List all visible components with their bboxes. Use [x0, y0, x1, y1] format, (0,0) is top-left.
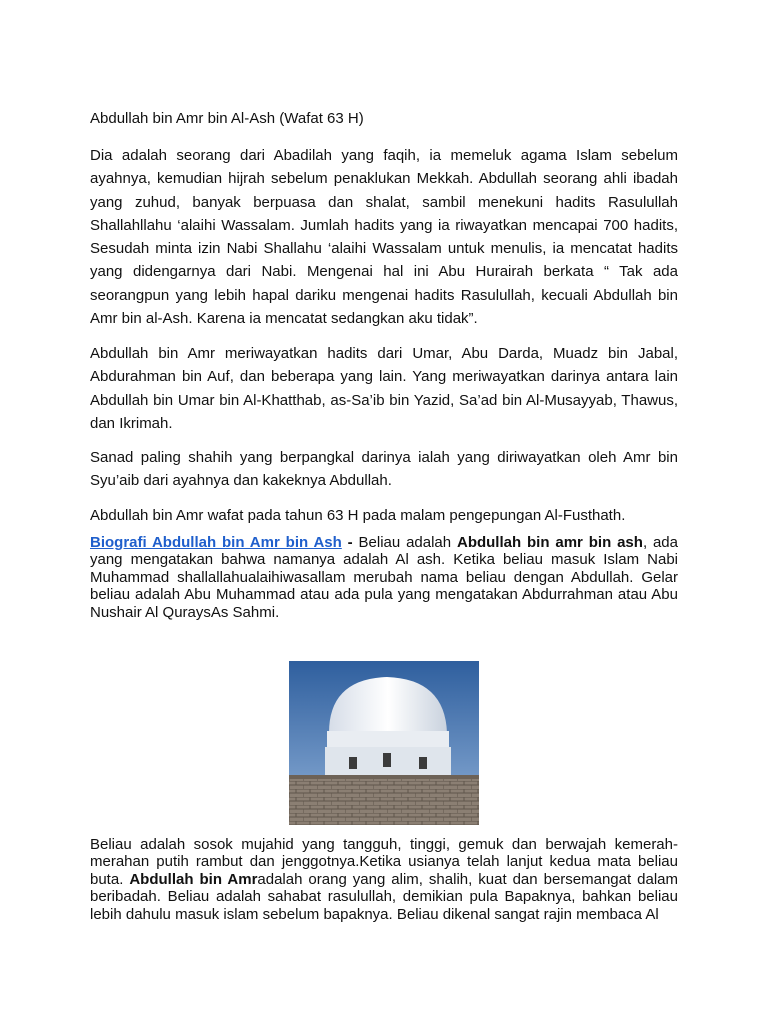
biography-dash: - [341, 534, 359, 551]
paragraph-sanad: Sanad paling shahih yang berpangkal darinya ialah yang diriwayatkan oleh Amr bin Syu’aib dari ayahnya dan kakeknya Abdullah. [90, 449, 678, 490]
biography-bold-name: Abdullah bin amr bin ash [456, 534, 643, 551]
document-title: Abdullah bin Amr bin Al-Ash (Wafat 63 H) [90, 110, 364, 127]
biography-text-1: Beliau adalah [358, 534, 457, 551]
paragraph-intro: Dia adalah seorang dari Abadilah yang faqih, ia memeluk agama Islam sebelum ayahnya, kemudian hijrah sebelum penaklukan Mekkah. Abdullah seorang ahli ibadah yang zuhud, banyak berpuasa dan shalat, sambil menekuni hadits Rasulullah Shallahllahu ‘alaihi Wassalam. Jumlah hadits yang ia riwayatkan mencapai 700 hadits, Sesudah minta izin Nabi Shallahu ‘alaihi Wassalam untuk menulis, ia mencatat hadits yang didengarnya dari Nabi. Mengenai hal ini Abu Hurairah berkata “ Tak ada seorangpun yang lebih hapal dariku mengenai hadits Rasulullah, kecuali Abdullah bin Amr bin al-Ash. Karena ia mencatat sedangkan aku tidak”. [90, 147, 678, 328]
tomb-illustration [289, 661, 479, 825]
description-text-2: adalah orang yang alim, shalih, kuat dan bersemangat dalam beribadah. Beliau adalah sahabat rasulullah, demikian pula Bapaknya, bahkan beliau lebih dahulu masuk islam sebelum bapaknya. Beliau dikenal sangat rajin membaca Al [90, 870, 678, 923]
tomb-photo [289, 661, 479, 825]
biography-link[interactable]: Biografi Abdullah bin Amr bin Ash [90, 534, 342, 551]
description-bold-name: Abdullah bin Amr [129, 870, 258, 888]
paragraph-biography [90, 534, 678, 621]
biography-text-2: , ada yang mengatakan bahwa namanya adalah Al ash. Ketika beliau masuk Islam Nabi Muhammad shallallahualaihiwasallam merubah nama beliau dengan Abdullah. Gelar beliau adalah Abu Muhammad atau ada pula yang mengatakan Abdurrahman atau Abu Nushair Al QuraysAs Sahmi. [90, 534, 678, 621]
paragraph-description [90, 836, 678, 923]
description-text-1: Beliau adalah sosok mujahid yang tangguh, tinggi, gemuk dan berwajah kemerah-merahan putih rambut dan jenggotnya.Ketika usianya telah lanjut kedua mata beliau buta. [90, 836, 678, 888]
paragraph-narrators: Abdullah bin Amr meriwayatkan hadits dari Umar, Abu Darda, Muadz bin Jabal, Abdurahman bin Auf, dan beberapa yang lain. Yang meriwayatkan darinya antara lain Abdullah bin Umar bin Al-Khatthab, as-Sa’ib bin Yazid, Sa’ad bin Al-Musayyab, Thawus, dan Ikrimah. [90, 345, 678, 432]
paragraph-death: Abdullah bin Amr wafat pada tahun 63 H pada malam pengepungan Al-Fusthath. [90, 507, 626, 524]
